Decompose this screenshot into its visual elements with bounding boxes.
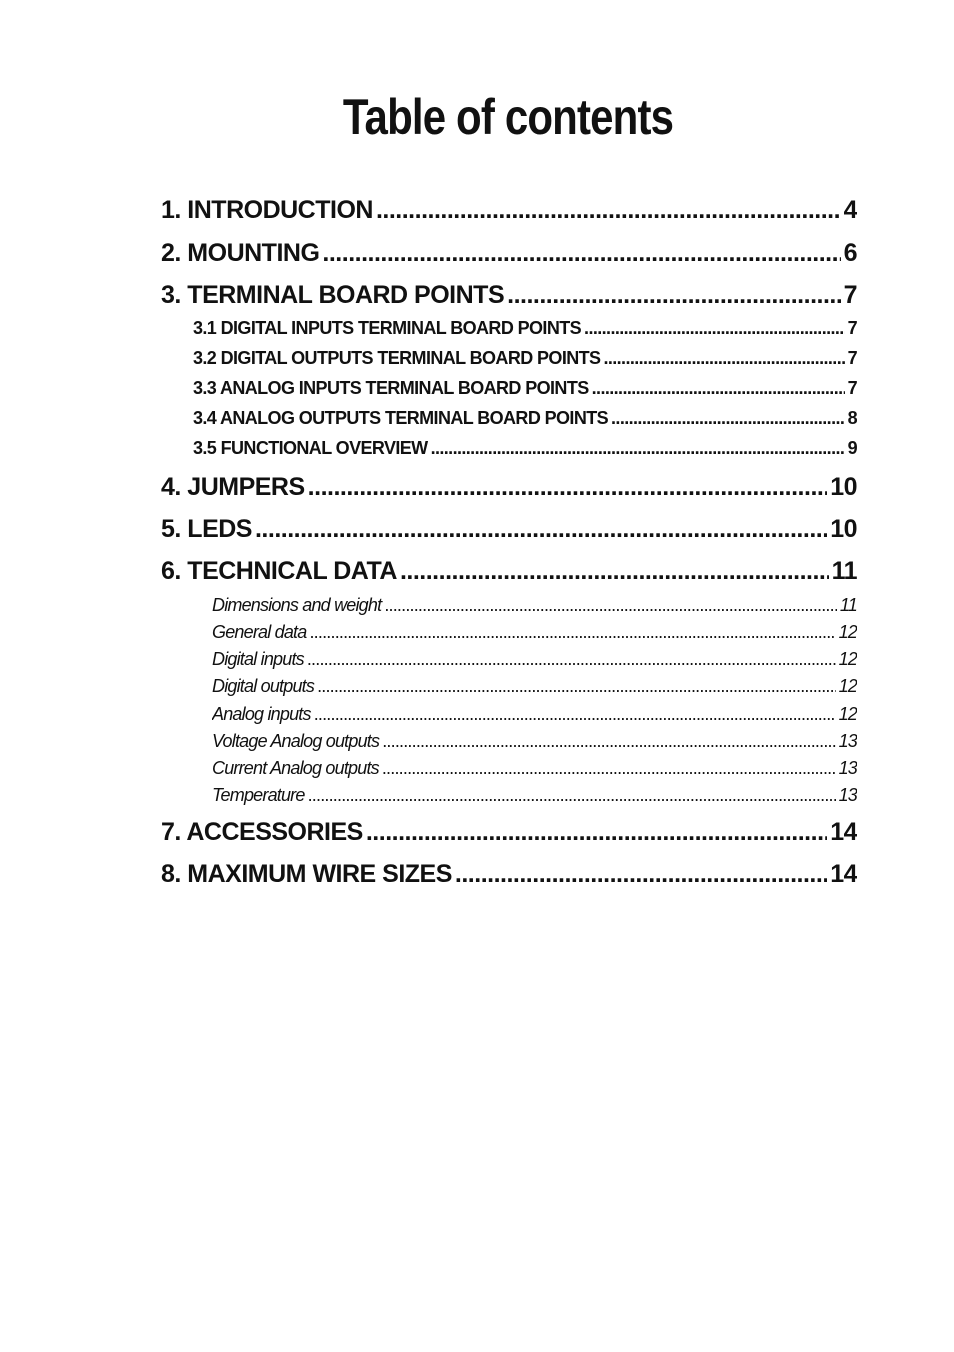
toc-entry-page: 10: [830, 515, 857, 543]
dot-leader: [307, 649, 836, 670]
dot-leader: [584, 318, 845, 339]
dot-leader: [603, 348, 844, 369]
toc-entry-page: 4: [843, 196, 857, 224]
toc-entry-label: 4. JUMPERS: [161, 473, 305, 501]
toc-entry-voltage-analog-outputs[interactable]: [212, 731, 857, 755]
toc-entry-label: 5. LEDS: [161, 515, 252, 543]
toc-entry-digital-inputs[interactable]: [212, 649, 857, 673]
toc-entry-terminal-board-points[interactable]: [161, 281, 857, 313]
dot-leader: [308, 785, 836, 806]
toc-entry-label: 3.4 ANALOG OUTPUTS TERMINAL BOARD POINTS: [193, 408, 609, 428]
toc-entry-page: 8: [847, 408, 857, 428]
toc-entry-maximum-wire-sizes[interactable]: [161, 860, 857, 892]
toc-entry-label: 3.3 ANALOG INPUTS TERMINAL BOARD POINTS: [193, 378, 589, 398]
toc-entry-label: 6. TECHNICAL DATA: [161, 557, 397, 585]
dot-leader: [592, 378, 845, 399]
toc-entry-page: 11: [831, 557, 857, 585]
toc-entry-page: 7: [847, 348, 857, 368]
dot-leader: [255, 515, 827, 544]
toc-entry-analog-inputs[interactable]: [212, 704, 857, 728]
dot-leader: [366, 818, 827, 847]
toc-entry-label: Digital inputs: [212, 649, 304, 669]
dot-leader: [308, 473, 828, 502]
dot-leader: [431, 438, 845, 459]
toc-entry-page: 10: [830, 473, 857, 501]
toc-entry-digital-outputs-terminal[interactable]: [193, 348, 857, 372]
toc-entry-label: 7. ACCESSORIES: [161, 818, 363, 846]
dot-leader: [314, 704, 836, 725]
toc-entry-page: 12: [838, 649, 857, 669]
dot-leader: [317, 676, 836, 697]
toc-entry-label: Current Analog outputs: [212, 758, 379, 778]
toc-entry-jumpers[interactable]: [161, 473, 857, 505]
toc-entry-analog-outputs-terminal[interactable]: [193, 408, 857, 432]
toc-entry-page: 7: [847, 318, 857, 338]
toc-entry-page: 9: [847, 438, 857, 458]
toc-entry-introduction[interactable]: [161, 196, 857, 228]
toc-entry-label: General data: [212, 622, 307, 642]
dot-leader: [507, 281, 840, 310]
toc-entry-analog-inputs-terminal[interactable]: [193, 378, 857, 402]
dot-leader: [376, 196, 841, 225]
toc-entry-digital-inputs-terminal[interactable]: [193, 318, 857, 342]
toc-entry-general-data[interactable]: [212, 622, 857, 646]
toc-entry-page: 12: [838, 704, 857, 724]
toc-entry-label: 3.5 FUNCTIONAL OVERVIEW: [193, 438, 428, 458]
toc-entry-page: 13: [838, 758, 857, 778]
toc-entry-label: Analog inputs: [212, 704, 311, 724]
toc-entry-label: Digital outputs: [212, 676, 315, 696]
toc-entry-label: 1. INTRODUCTION: [161, 196, 373, 224]
toc-entry-accessories[interactable]: [161, 818, 857, 850]
toc-entry-page: 11: [839, 595, 857, 615]
toc-entry-page: 13: [838, 731, 857, 751]
toc-entry-label: Temperature: [212, 785, 305, 805]
toc-entry-temperature[interactable]: [212, 785, 857, 809]
dot-leader: [455, 860, 827, 889]
toc-entry-functional-overview[interactable]: [193, 438, 857, 462]
toc-entry-page: 12: [838, 676, 857, 696]
toc-entry-label: 2. MOUNTING: [161, 239, 320, 267]
toc-entry-page: 7: [843, 281, 857, 309]
toc-entry-dimensions-weight[interactable]: [212, 595, 857, 619]
dot-leader: [382, 758, 836, 779]
toc-entry-page: 14: [830, 860, 857, 888]
dot-leader: [382, 731, 835, 752]
toc-entry-page: 12: [838, 622, 857, 642]
dot-leader: [400, 557, 829, 586]
toc-entry-digital-outputs[interactable]: [212, 676, 857, 700]
dot-leader: [322, 239, 840, 268]
toc-entry-page: 6: [843, 239, 857, 267]
toc-entry-current-analog-outputs[interactable]: [212, 758, 857, 782]
toc-entry-label: Dimensions and weight: [212, 595, 382, 615]
toc-entry-label: 8. MAXIMUM WIRE SIZES: [161, 860, 452, 888]
toc-entry-page: 7: [847, 378, 857, 398]
toc-entry-page: 14: [830, 818, 857, 846]
dot-leader: [309, 622, 835, 643]
toc-entry-label: 3.1 DIGITAL INPUTS TERMINAL BOARD POINTS: [193, 318, 582, 338]
toc-entry-leds[interactable]: [161, 515, 857, 547]
toc-entry-label: Voltage Analog outputs: [212, 731, 380, 751]
toc-entry-page: 13: [838, 785, 857, 805]
dot-leader: [384, 595, 837, 616]
toc-entry-label: 3. TERMINAL BOARD POINTS: [161, 281, 505, 309]
toc-entry-label: 3.2 DIGITAL OUTPUTS TERMINAL BOARD POINTS: [193, 348, 601, 368]
page-title: Table of contents: [342, 89, 674, 145]
toc-entry-technical-data[interactable]: [161, 557, 857, 589]
dot-leader: [611, 408, 845, 429]
toc-entry-mounting[interactable]: [161, 239, 857, 271]
